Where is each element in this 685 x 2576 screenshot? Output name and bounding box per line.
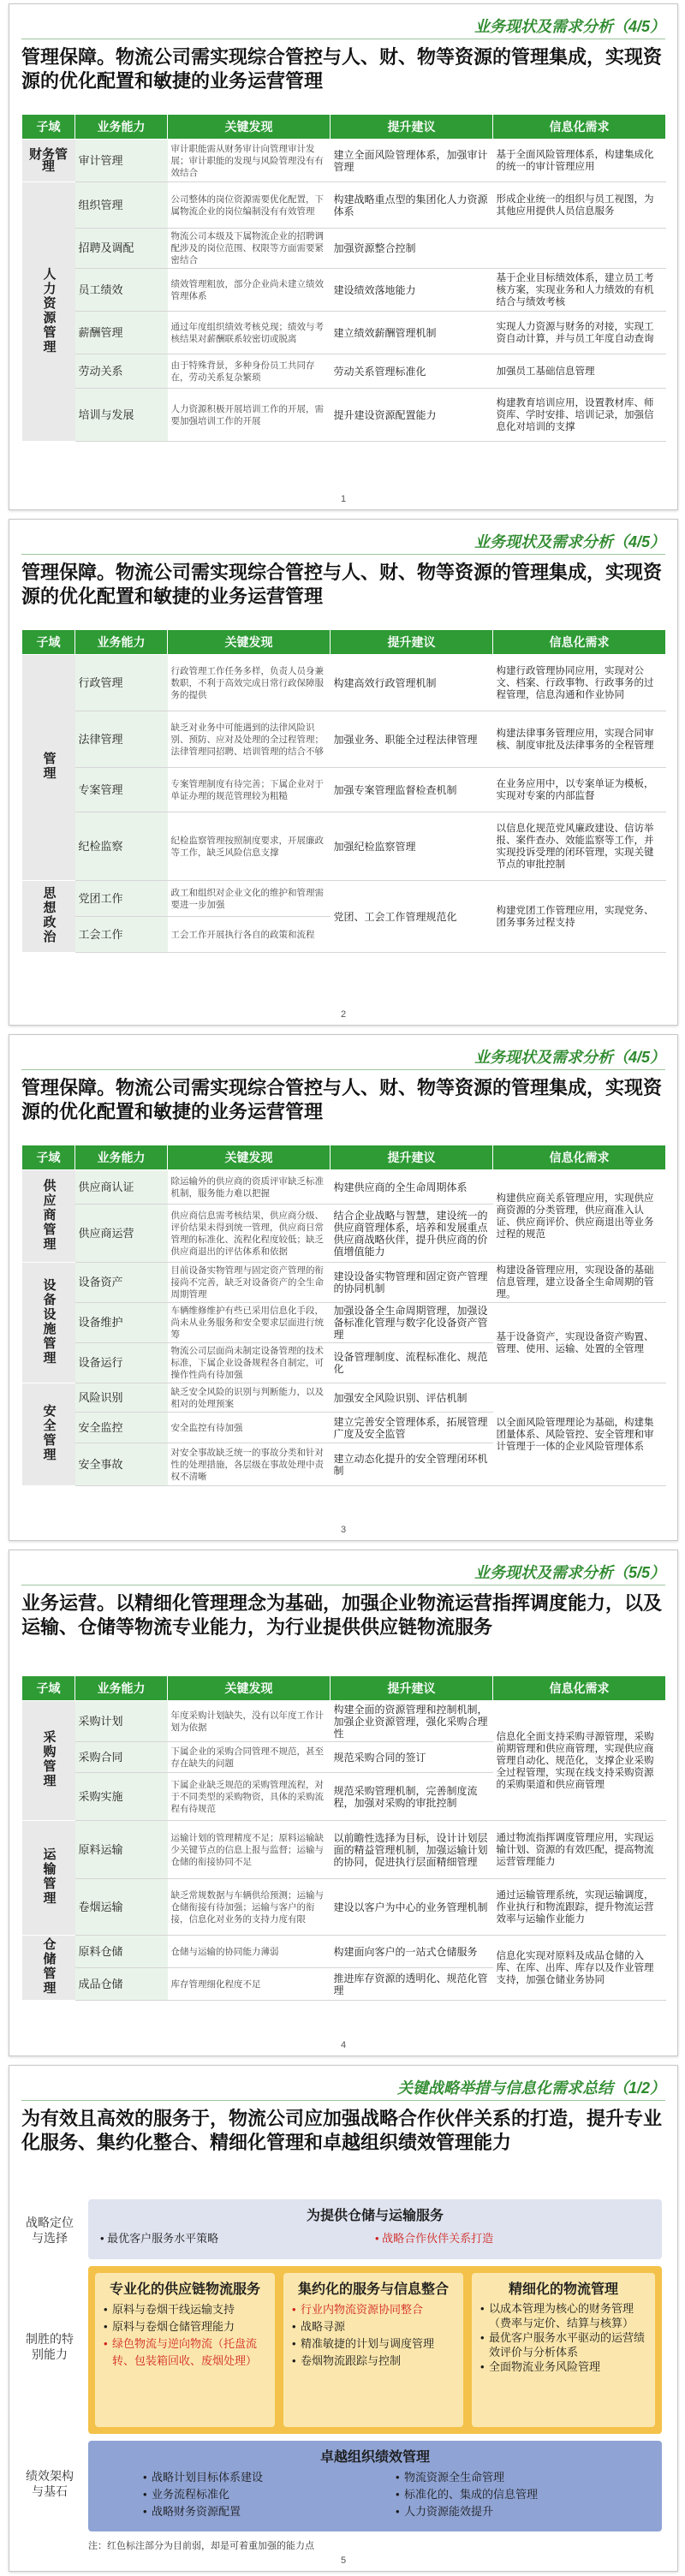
table-row bbox=[22, 354, 666, 389]
requirement-cell: 基于设备资产，实现设备资产购置、管理、使用、运输、处置的全管理 bbox=[493, 1303, 666, 1383]
section-title: 业务现状及需求分析（5/5） bbox=[474, 1564, 665, 1581]
slide-title: 管理保障。物流公司需实现综合管控与人、财、物等资源的管理集成，实现资源的优化配置和敏捷的业务运营管理 bbox=[21, 562, 663, 607]
header-suggestion: 提升建议 bbox=[331, 630, 493, 655]
domain-cell: 供应商管理 bbox=[22, 1170, 75, 1263]
capability-cell: 安全事故 bbox=[75, 1443, 168, 1486]
header-finding: 关键发现 bbox=[168, 630, 331, 655]
finding-cell: 缺乏对业务中可能遇到的法律风险识别、预防、应对及处理的全过程管理；法律管理同招聘、培训管理的结合不够 bbox=[168, 711, 331, 768]
enabler-box bbox=[88, 2266, 662, 2434]
capability-cell: 员工绩效 bbox=[75, 269, 168, 312]
slide-1 bbox=[9, 3, 678, 510]
requirement-cell: 构建行政管理协同应用，实现对公文、档案、行政事物、行政事务的过程管理，信息沟通和作业协同 bbox=[493, 655, 666, 711]
capability-cell: 行政管理 bbox=[75, 655, 168, 711]
capability-cell: 安全监控 bbox=[75, 1413, 168, 1443]
suggestion-cell: 结合企业战略与智慧，建设统一的供应商管理体系，培养和发展重点供应商战略伙伴，提升供应商的价值增值能力 bbox=[331, 1205, 493, 1263]
page-number: 2 bbox=[340, 1009, 347, 1020]
base-box bbox=[88, 2441, 662, 2531]
enabler-item: • 全面物流业务风险管理 bbox=[489, 2359, 655, 2374]
suggestion-cell: 建立绩效薪酬管理机制 bbox=[331, 312, 493, 354]
finding-cell: 通过年度组织绩效考核兑现；绩效与考核结果对薪酬联系较密切或脱离 bbox=[168, 312, 331, 354]
enabler-col-title: 精细化的物流管理 bbox=[508, 2282, 618, 2297]
page-number: 4 bbox=[340, 2040, 347, 2050]
suggestion-cell: 加强纪检监察管理 bbox=[331, 812, 493, 881]
capability-cell: 供应商运营 bbox=[75, 1205, 168, 1263]
page-number: 5 bbox=[340, 2555, 347, 2566]
table-row bbox=[22, 1936, 666, 1968]
base-box-title: 卓越组织绩效管理 bbox=[319, 2450, 430, 2465]
base-item: • 人力资源能效提升 bbox=[404, 2503, 645, 2520]
slide-header bbox=[9, 4, 677, 45]
base-item: • 战略财务资源配置 bbox=[152, 2503, 392, 2520]
suggestion-cell: 构建高效行政管理机制 bbox=[331, 655, 493, 711]
requirement-cell: 通过物流指挥调度管理应用，实现运输计划、资源的有效匹配，提高物流运营管理能力 bbox=[493, 1821, 666, 1879]
suggestion-cell: 劳动关系管理标准化 bbox=[331, 354, 493, 389]
finding-cell: 运输计划的管理精度不足；原料运输缺少关键节点的信息上报与监督；运输与仓储的衔接协同不足 bbox=[168, 1821, 331, 1879]
enabler-item: • 原料与卷烟干线运输支持 bbox=[112, 2301, 275, 2318]
capability-cell: 工会工作 bbox=[75, 917, 168, 953]
header-requirement: 信息化需求 bbox=[493, 1145, 666, 1170]
suggestion-cell: 建立完善安全管理体系，拓展管理广度及安全监管 bbox=[331, 1413, 493, 1443]
finding-cell: 行政管理工作任务多样，负责人员身兼数职，不利于高效完成日常行政保障服务的提供 bbox=[168, 655, 331, 711]
capability-cell: 采购合同 bbox=[75, 1742, 168, 1773]
header-requirement: 信息化需求 bbox=[493, 630, 666, 655]
capability-cell: 原料仓储 bbox=[75, 1936, 168, 1968]
header-suggestion: 提升建议 bbox=[331, 1676, 493, 1701]
suggestion-cell: 建设绩效落地能力 bbox=[331, 269, 493, 312]
header-capability: 业务能力 bbox=[75, 115, 168, 140]
capability-cell: 审计管理 bbox=[75, 140, 168, 182]
enabler-item: • 原料与卷烟仓储管理能力 bbox=[112, 2318, 275, 2335]
finding-cell: 年度采购计划缺失，没有以年度工作计划为依据 bbox=[168, 1701, 331, 1742]
header-finding: 关键发现 bbox=[168, 115, 331, 140]
header-subdomain: 子域 bbox=[22, 1145, 75, 1170]
finding-cell: 下属企业缺乏规范的采购管理流程，对于不同类型的采购物资，具体的采购流程有待规范 bbox=[168, 1773, 331, 1821]
capability-cell: 法律管理 bbox=[75, 711, 168, 768]
table-row bbox=[22, 655, 666, 711]
suggestion-cell: 加强专案管理监督检查机制 bbox=[331, 768, 493, 812]
capability-cell: 成品仓储 bbox=[75, 1968, 168, 2001]
capability-cell: 设备维护 bbox=[75, 1303, 168, 1343]
capability-cell: 培训与发展 bbox=[75, 389, 168, 442]
enabler-item: • 最优客户服务水平驱动的运营绩效评价与分析体系 bbox=[489, 2330, 655, 2359]
domain-cell: 仓储管理 bbox=[22, 1936, 75, 2001]
table-row bbox=[22, 768, 666, 812]
domain-cell: 人力资源管理 bbox=[22, 182, 75, 442]
table-header-row bbox=[22, 1676, 666, 1701]
domain-cell: 思想政治 bbox=[22, 881, 75, 953]
slide-title: 为有效且高效的服务于，物流公司应加强战略合作伙伴关系的打造，提升专业化服务、集约化整合、精细化管理和卓越组织绩效管理能力 bbox=[21, 2108, 663, 2153]
header-requirement: 信息化需求 bbox=[493, 115, 666, 140]
finding-cell: 纪检监察管理按照制度要求，开展廉政等工作，缺乏风险信息支撑 bbox=[168, 812, 331, 881]
suggestion-cell: 加强安全风险识别、评估机制 bbox=[331, 1383, 493, 1413]
finding-cell: 审计职能需从财务审计向管理审计发展；审计职能的发现与风险管理没有有效结合 bbox=[168, 140, 331, 182]
capability-cell: 设备运行 bbox=[75, 1343, 168, 1383]
capability-cell: 党团工作 bbox=[75, 881, 168, 917]
finding-cell: 供应商信息需考核结果，供应商分级、评价结果未得到统一管理，供应商日常管理的标准化、流程化程度较低；缺乏供应商退出的评估体系和依据 bbox=[168, 1205, 331, 1263]
page-number: 3 bbox=[340, 1525, 347, 1535]
suggestion-cell: 加强资源整合控制 bbox=[331, 229, 493, 269]
analysis-table bbox=[21, 1145, 666, 1486]
finding-cell: 缺乏常规数据与车辆供给预测；运输与仓储衔接有待加强；运输与客户的衔接，信息化对业务的支持力度有限 bbox=[168, 1879, 331, 1936]
section-title: 业务现状及需求分析（4/5） bbox=[474, 533, 665, 550]
requirement-cell: 基于企业目标绩效体系，建立员工考核方案，实现业务和人力绩效的有机结合与绩效考核 bbox=[493, 269, 666, 312]
requirement-cell: 构建教育培训应用，设置教材库、师资库、学时安排、培训记录，加强信息化对培训的支撑 bbox=[493, 389, 666, 442]
finding-cell: 对安全事故缺乏统一的事故分类和针对性的处理措施，各层级在事故处理中责权不清晰 bbox=[168, 1443, 331, 1486]
requirement-cell: 通过运输管理系统，实现运输调度，作业执行和物流跟踪，提升物流运营效率与运输作业能力 bbox=[493, 1879, 666, 1936]
slide-header bbox=[9, 520, 677, 561]
finding-cell: 公司整体的岗位资源需要优化配置，下属物流企业的岗位编制没有有效管理 bbox=[168, 182, 331, 229]
section-title: 关键战略举措与信息化需求总结（1/2） bbox=[396, 2079, 665, 2097]
finding-cell: 仓储与运输的协同能力薄弱 bbox=[168, 1936, 331, 1968]
domain-cell: 采购管理 bbox=[22, 1701, 75, 1821]
requirement-cell: 加强员工基础信息管理 bbox=[493, 354, 666, 389]
domain-cell: 安全管理 bbox=[22, 1383, 75, 1486]
requirement-cell: 基于全面风险管理体系，构建集成化的统一的审计管理应用 bbox=[493, 140, 666, 182]
domain-cell: 设备设施管理 bbox=[22, 1263, 75, 1383]
finding-cell: 缺乏安全风险的识别与判断能力，以及相对的处理预案 bbox=[168, 1383, 331, 1413]
table-row bbox=[22, 1701, 666, 1742]
enabler-col-3 bbox=[472, 2273, 655, 2427]
slide-header bbox=[9, 2066, 677, 2107]
suggestion-cell: 规范采购合同的签订 bbox=[331, 1742, 493, 1773]
table-row bbox=[22, 312, 666, 354]
requirement-cell: 以全面风险管理理论为基础，构建集团量体系、风险管控、安全管理和审计管理于一体的企业风险管理体系 bbox=[493, 1383, 666, 1486]
capability-cell: 组织管理 bbox=[75, 182, 168, 229]
finding-cell: 物流公司本级及下属物流企业的招聘调配涉及的岗位范围、权限等方面需要紧密结合 bbox=[168, 229, 331, 269]
slide-5 bbox=[9, 2065, 678, 2572]
slide-header bbox=[9, 1035, 677, 1076]
analysis-table bbox=[21, 629, 666, 953]
requirement-cell: 构建供应商关系管理应用，实现供应商资源的分类管理，供应商准入认证、供应商评价、供应商退出等业务过程的规范 bbox=[493, 1170, 666, 1263]
capability-cell: 劳动关系 bbox=[75, 354, 168, 389]
capability-cell: 卷烟运输 bbox=[75, 1879, 168, 1936]
table-row bbox=[22, 881, 666, 917]
enabler-item: • 绿色物流与逆向物流（托盘流转、包装箱回收、废烟处理） bbox=[112, 2335, 275, 2370]
base-item: • 战略计划目标体系建设 bbox=[152, 2469, 392, 2486]
capability-cell: 原料运输 bbox=[75, 1821, 168, 1879]
enabler-col-2 bbox=[283, 2273, 463, 2427]
capability-cell: 采购计划 bbox=[75, 1701, 168, 1742]
slide-title: 管理保障。物流公司需实现综合管控与人、财、物等资源的管理集成，实现资源的优化配置和敏捷的业务运营管理 bbox=[21, 1077, 663, 1122]
enabler-col-title: 集约化的服务与信息整合 bbox=[297, 2282, 449, 2297]
requirement-cell: 实现人力资源与财务的对接，实现工资自动计算，并与员工年度自动查询 bbox=[493, 312, 666, 354]
header-subdomain: 子域 bbox=[22, 630, 75, 655]
slide-4 bbox=[9, 1550, 678, 2056]
finding-cell: 政工和组织对企业文化的维护和管理需要进一步加强 bbox=[168, 881, 331, 917]
header-capability: 业务能力 bbox=[75, 1676, 168, 1701]
enabler-item: • 精准敏捷的计划与调度管理 bbox=[301, 2335, 463, 2353]
strategy-box bbox=[88, 2199, 662, 2259]
enabler-col-1 bbox=[95, 2273, 275, 2427]
section-title: 业务现状及需求分析（4/5） bbox=[474, 1049, 665, 1066]
suggestion-cell: 设备管理制度、流程标准化、规范化 bbox=[331, 1343, 493, 1383]
strategy-item: • 最优客户服务水平策略 bbox=[100, 2232, 219, 2245]
requirement-cell: 构建设备管理应用，实现设备的基础信息管理，建立设备全生命周期的管理。 bbox=[493, 1263, 666, 1303]
suggestion-cell: 建立动态化提升的安全管理闭环机制 bbox=[331, 1443, 493, 1486]
suggestion-cell: 提升建设资源配置能力 bbox=[331, 389, 493, 442]
finding-cell: 绩效管理粗放，部分企业尚未建立绩效管理体系 bbox=[168, 269, 331, 312]
table-row bbox=[22, 812, 666, 881]
suggestion-cell: 建设设备实物管理和固定资产管理的协同机制 bbox=[331, 1263, 493, 1303]
suggestion-cell: 构建全面的资源管理和控制机制，加强企业资源管理，强化采购合理性 bbox=[331, 1701, 493, 1742]
base-item: • 标准化的、集成的信息管理 bbox=[404, 2486, 645, 2503]
table-row bbox=[22, 711, 666, 768]
suggestion-cell: 推进库存资源的透明化、规范化管理 bbox=[331, 1968, 493, 2001]
label-strategy: 战略定位与选择 bbox=[26, 2216, 74, 2245]
suggestion-cell: 规范采购管理机制，完善制度流程，加强对采购的审批控制 bbox=[331, 1773, 493, 1821]
finding-cell: 专案管理制度有待完善；下属企业对于单证办理的规范管理较为粗糙 bbox=[168, 768, 331, 812]
label-base: 绩效架构与基石 bbox=[26, 2469, 74, 2498]
suggestion-cell: 构建供应商的全生命周期体系 bbox=[331, 1170, 493, 1205]
capability-cell: 采购实施 bbox=[75, 1773, 168, 1821]
capability-cell: 设备资产 bbox=[75, 1263, 168, 1303]
label-enabler: 制胜的特别能力 bbox=[26, 2332, 74, 2361]
finding-cell: 人力资源积极开展培训工作的开展，需要加强培训工作的开展 bbox=[168, 389, 331, 442]
suggestion-cell: 建设以客户为中心的业务管理机制 bbox=[331, 1879, 493, 1936]
analysis-table bbox=[21, 114, 666, 442]
finding-cell: 除运输外的供应商的资质评审缺乏标准机制，服务能力难以把握 bbox=[168, 1170, 331, 1205]
requirement-cell: 构建法律事务管理应用，实现合同审核、制度审批及法律事务的全程管理 bbox=[493, 711, 666, 768]
table-row bbox=[22, 1263, 666, 1303]
header-suggestion: 提升建议 bbox=[331, 115, 493, 140]
table-header-row bbox=[22, 630, 666, 655]
slide-header bbox=[9, 1550, 677, 1591]
suggestion-cell: 建立全面风险管理体系，加强审计管理 bbox=[331, 140, 493, 182]
table-row bbox=[22, 182, 666, 229]
requirement-cell: 信息化全面支持采购寻源管理，采购前期管理和供应商管理，实现供应商管理自动化、规范化，支撑企业采购全过程管理，实现在线支持采购资源的采购渠道和供应商管理 bbox=[493, 1701, 666, 1821]
header-finding: 关键发现 bbox=[168, 1145, 331, 1170]
finding-cell: 目前设备实物管理与固定资产管理的衔接尚不完善，缺乏对设备资产的全生命周期管理 bbox=[168, 1263, 331, 1303]
suggestion-cell: 加强设备全生命周期管理，加强设备标准化管理与数字化设备资产管理 bbox=[331, 1303, 493, 1343]
table-row bbox=[22, 1170, 666, 1205]
table-header-row bbox=[22, 1145, 666, 1170]
enabler-item: • 以成本管理为核心的财务管理（费率与定价、结算与核算） bbox=[489, 2301, 655, 2330]
capability-cell: 供应商认证 bbox=[75, 1170, 168, 1205]
base-item: • 物流资源全生命管理 bbox=[404, 2469, 645, 2486]
table-header-row bbox=[22, 115, 666, 140]
finding-cell: 安全监控有待加强 bbox=[168, 1413, 331, 1443]
table-row bbox=[22, 269, 666, 312]
capability-cell: 纪检监察 bbox=[75, 812, 168, 881]
header-capability: 业务能力 bbox=[75, 630, 168, 655]
table-row bbox=[22, 1879, 666, 1936]
page-number: 1 bbox=[340, 494, 347, 504]
domain-cell: 运输管理 bbox=[22, 1821, 75, 1936]
base-item: • 业务流程标准化 bbox=[152, 2486, 392, 2503]
table-row bbox=[22, 1383, 666, 1413]
requirement-cell: 在业务应用中，以专案单证为模板，实现对专案的内部监督 bbox=[493, 768, 666, 812]
capability-cell: 风险识别 bbox=[75, 1383, 168, 1413]
header-suggestion: 提升建议 bbox=[331, 1145, 493, 1170]
slide-2 bbox=[9, 519, 678, 1026]
requirement-cell: 以信息化规范党风廉政建设、信访举报、案件查办、效能监察等工作，并实现投诉受理的闭环管理，实现关键节点的审批控制 bbox=[493, 812, 666, 881]
suggestion-cell: 以前瞻性选择为目标，设计计划层面的精益管理机制，加强运输计划的协同，促进执行层面精细管理 bbox=[331, 1821, 493, 1879]
suggestion-cell: 构建战略重点型的集团化人力资源体系 bbox=[331, 182, 493, 229]
finding-cell: 下属企业的采购合同管理不规范，甚至存在缺失的问题 bbox=[168, 1742, 331, 1773]
requirement-cell bbox=[493, 229, 666, 269]
finding-cell: 车辆维修维护有些已采用信息化手段，尚未从业务服务和安全要求层面进行统筹 bbox=[168, 1303, 331, 1343]
enabler-item: • 战略寻源 bbox=[301, 2318, 463, 2335]
domain-cell: 管理 bbox=[22, 655, 75, 881]
suggestion-cell: 党团、工会工作管理规范化 bbox=[331, 881, 493, 953]
finding-cell: 工会工作开展执行各自的政策和流程 bbox=[168, 917, 331, 953]
table-row bbox=[22, 140, 666, 182]
slide-title: 业务运营。以精细化管理理念为基础，加强企业物流运营指挥调度能力，以及运输、仓储等物流专业能力，为行业提供供应链物流服务 bbox=[21, 1592, 663, 1638]
footnote: 注：红色标注部分为目前弱，却是可着重加强的能力点 bbox=[88, 2541, 314, 2551]
enabler-item: • 卷烟物流跟踪与控制 bbox=[301, 2353, 463, 2370]
section-title: 业务现状及需求分析（4/5） bbox=[474, 18, 665, 35]
requirement-cell: 构建党团工作管理应用，实现党务、团务事务过程支持 bbox=[493, 881, 666, 953]
suggestion-cell: 加强业务、职能全过程法律管理 bbox=[331, 711, 493, 768]
capability-cell: 招聘及调配 bbox=[75, 229, 168, 269]
domain-cell: 财务管理 bbox=[22, 140, 75, 182]
strategy-item: • 战略合作伙伴关系打造 bbox=[375, 2232, 494, 2245]
header-subdomain: 子域 bbox=[22, 115, 75, 140]
table-row bbox=[22, 389, 666, 442]
finding-cell: 物流公司层面尚未制定设备管理的技术标准，下属企业设备规程各自制定，可操作性尚有待加强 bbox=[168, 1343, 331, 1383]
requirement-cell: 信息化实现对原料及成品仓储的入库、在库、出库、库存以及作业管理支持，加强仓储业务协同 bbox=[493, 1936, 666, 2001]
enabler-col-title: 专业化的供应链物流服务 bbox=[109, 2282, 260, 2297]
strategy-box-title: 为提供仓储与运输服务 bbox=[306, 2209, 444, 2223]
header-capability: 业务能力 bbox=[75, 1145, 168, 1170]
table-row bbox=[22, 229, 666, 269]
capability-cell: 专案管理 bbox=[75, 768, 168, 812]
slide-3 bbox=[9, 1034, 678, 1541]
slide-title: 管理保障。物流公司需实现综合管控与人、财、物等资源的管理集成，实现资源的优化配置和敏捷的业务运营管理 bbox=[21, 46, 663, 92]
finding-cell: 由于特殊背景，多种身份员工共同存在，劳动关系复杂繁琐 bbox=[168, 354, 331, 389]
requirement-cell: 形成企业统一的组织与员工视图，为其他应用提供人员信息服务 bbox=[493, 182, 666, 229]
suggestion-cell: 构建面向客户的一站式仓储服务 bbox=[331, 1936, 493, 1968]
enabler-item: • 行业内物流资源协同整合 bbox=[301, 2301, 463, 2318]
header-subdomain: 子域 bbox=[22, 1676, 75, 1701]
analysis-table bbox=[21, 1675, 666, 2001]
table-row bbox=[22, 1821, 666, 1879]
capability-cell: 薪酬管理 bbox=[75, 312, 168, 354]
finding-cell: 库存管理细化程度不足 bbox=[168, 1968, 331, 2001]
table-row bbox=[22, 1303, 666, 1343]
header-requirement: 信息化需求 bbox=[493, 1676, 666, 1701]
header-finding: 关键发现 bbox=[168, 1676, 331, 1701]
